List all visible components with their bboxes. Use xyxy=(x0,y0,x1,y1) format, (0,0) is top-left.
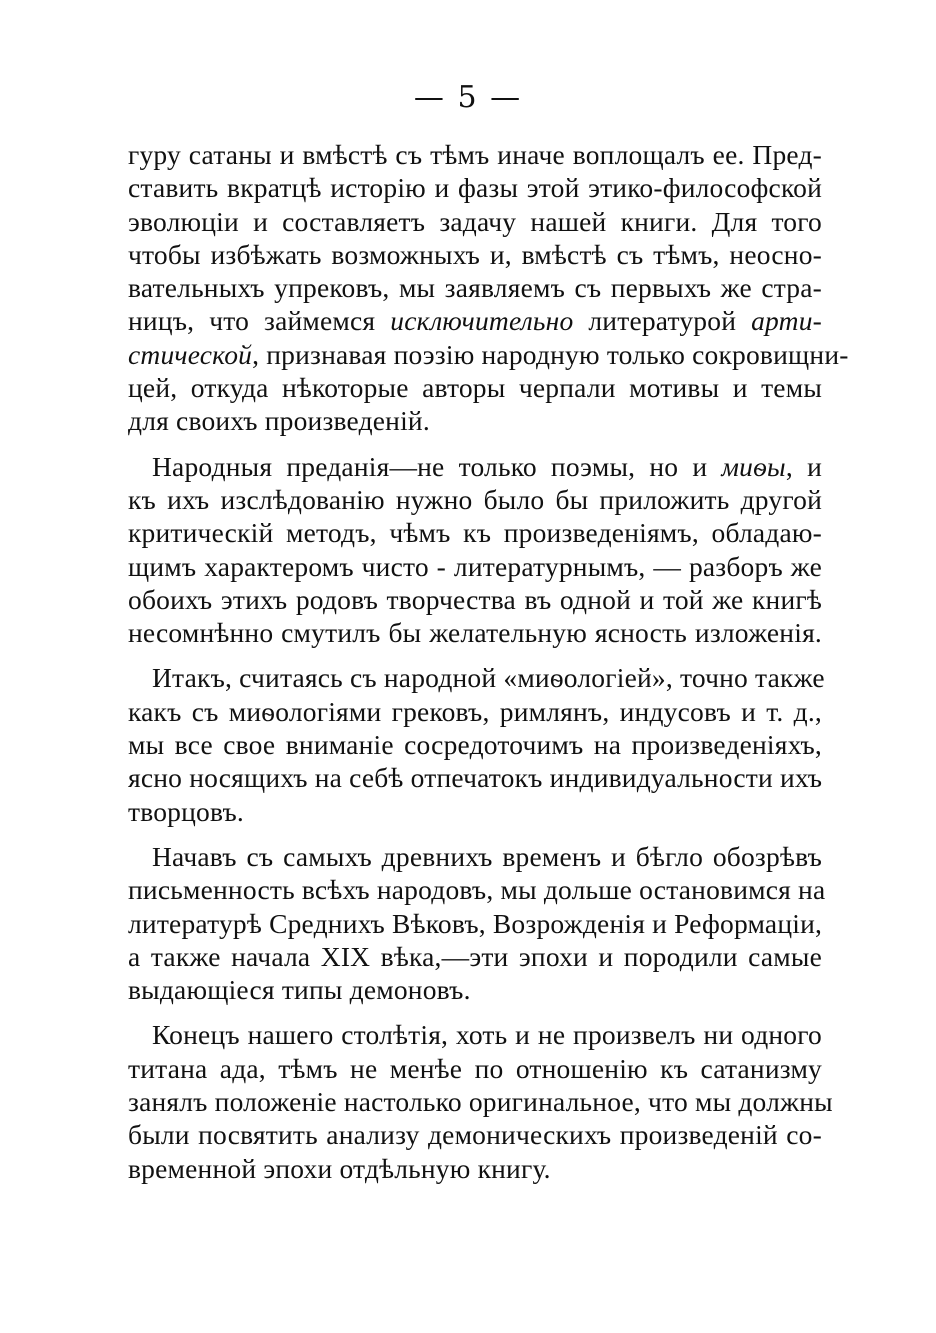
paragraph-gap xyxy=(128,1006,822,1018)
italic-run: исключительно xyxy=(390,305,574,337)
text-line xyxy=(128,138,822,171)
paragraph-gap xyxy=(128,438,822,450)
text-run: цей, откуда нѣкоторые авторы черпали мотивы и темы xyxy=(128,372,822,404)
text-run: титана ада, тѣмъ не менѣе по отношенію къ сатанизму xyxy=(128,1052,822,1084)
page-number: — 5 — xyxy=(413,80,523,115)
text-run: Начавъ съ самыхъ древнихъ временъ и бѣгло обозрѣвъ xyxy=(152,840,822,872)
text-run: Итакъ, считаясь съ народной «миѳологіей», точно также xyxy=(152,662,825,694)
text-run: гуру сатаны и вмѣстѣ съ тѣмъ иначе воплощалъ ее. Пред- xyxy=(128,139,822,170)
text-line xyxy=(128,761,822,794)
text-run: критическій методъ, чѣмъ къ произведеніямъ, обладаю- xyxy=(128,517,822,549)
text-line xyxy=(128,940,822,973)
text-run: , и xyxy=(785,450,822,482)
text-run: письменность всѣхъ народовъ, мы дольше остановимся на xyxy=(128,874,826,906)
text-line xyxy=(128,171,822,204)
italic-run: арти- xyxy=(751,305,822,337)
text-run: Народныя преданія—не только поэмы, но и xyxy=(152,450,722,482)
italic-run: миѳы xyxy=(721,450,786,482)
text-run: для своихъ произведеній. xyxy=(128,405,430,437)
text-line xyxy=(128,1085,833,1118)
text-line xyxy=(128,338,849,371)
text-run: чтобы избѣжать возможныхъ и, вмѣстѣ съ тѣмъ, неосно- xyxy=(128,238,822,270)
text-line xyxy=(128,550,822,583)
text-run: а также начала XIX вѣка,—эти эпохи и породили самые xyxy=(128,940,822,972)
text-run: ставить вкратцѣ исторію и фазы этой этико-философской xyxy=(128,172,822,204)
text-run: творцовъ. xyxy=(128,795,244,827)
text-run: обоихъ этихъ родовъ творчества въ одной и той же книгѣ xyxy=(128,583,822,615)
text-run: ницъ, что займемся xyxy=(128,305,391,337)
text-run: ясно носящихъ на себѣ отпечатокъ индивидуальности ихъ xyxy=(128,762,823,794)
text-line xyxy=(128,907,822,940)
text-line xyxy=(128,616,822,649)
text-run: , признавая поэзію народную только сокровищни- xyxy=(252,338,849,370)
text-line xyxy=(128,728,822,761)
text-line xyxy=(128,1052,822,1085)
text-line xyxy=(128,450,822,483)
italic-run: стической xyxy=(128,338,253,370)
text-run: были посвятить анализу демоническихъ произведеній со- xyxy=(128,1119,822,1151)
paragraph-gap xyxy=(128,649,822,661)
text-line xyxy=(128,304,822,337)
text-run: мы все свое вниманіе сосредоточимъ на произведеніяхъ, xyxy=(128,729,822,761)
text-line xyxy=(128,1018,822,1051)
text-run: временной эпохи отдѣльную книгу. xyxy=(128,1152,551,1184)
text-line xyxy=(128,695,822,728)
paragraph-1 xyxy=(128,138,849,438)
text-line xyxy=(128,205,822,238)
body-text xyxy=(128,138,849,1185)
text-line xyxy=(128,404,822,437)
text-run: вательныхъ упрековъ, мы заявляемъ съ первыхъ же стра- xyxy=(128,272,822,304)
paragraph-gap xyxy=(128,828,822,840)
text-run: щимъ характеромъ чисто - литературнымъ, — разборъ же xyxy=(128,550,822,582)
paragraph-3 xyxy=(128,661,825,827)
text-run: эволюціи и составляетъ задачу нашей книги. Для того xyxy=(128,205,822,237)
text-run: къ ихъ изслѣдованію нужно было бы приложить другой xyxy=(128,483,822,515)
text-run: несомнѣнно смутилъ бы желательную ясность изложенія. xyxy=(128,617,822,649)
text-line xyxy=(128,583,822,616)
text-line xyxy=(128,371,822,404)
text-line xyxy=(128,873,826,906)
text-run: занялъ положеніе настолько оригинальное, что мы должны xyxy=(128,1086,833,1118)
text-line xyxy=(128,271,822,304)
paragraph-4 xyxy=(128,840,826,1006)
text-line xyxy=(128,483,822,516)
text-line xyxy=(128,516,822,549)
text-run: выдающіеся типы демоновъ. xyxy=(128,974,471,1006)
text-line xyxy=(128,661,825,694)
text-run: Конецъ нашего столѣтія, хоть и не произвелъ ни одного xyxy=(152,1019,822,1051)
text-line xyxy=(128,1152,822,1185)
paragraph-5 xyxy=(128,1018,833,1184)
text-line xyxy=(128,1118,822,1151)
text-line xyxy=(128,238,822,271)
text-line xyxy=(128,840,822,873)
text-line xyxy=(128,795,822,828)
text-line xyxy=(128,973,822,1006)
text-run: какъ съ миѳологіями грековъ, римлянъ, индусовъ и т. д., xyxy=(128,695,822,727)
paragraph-2 xyxy=(128,450,822,650)
text-run: литературой xyxy=(573,305,752,337)
text-run: литературѣ Среднихъ Вѣковъ, Возрожденія и Реформаціи, xyxy=(128,907,823,939)
